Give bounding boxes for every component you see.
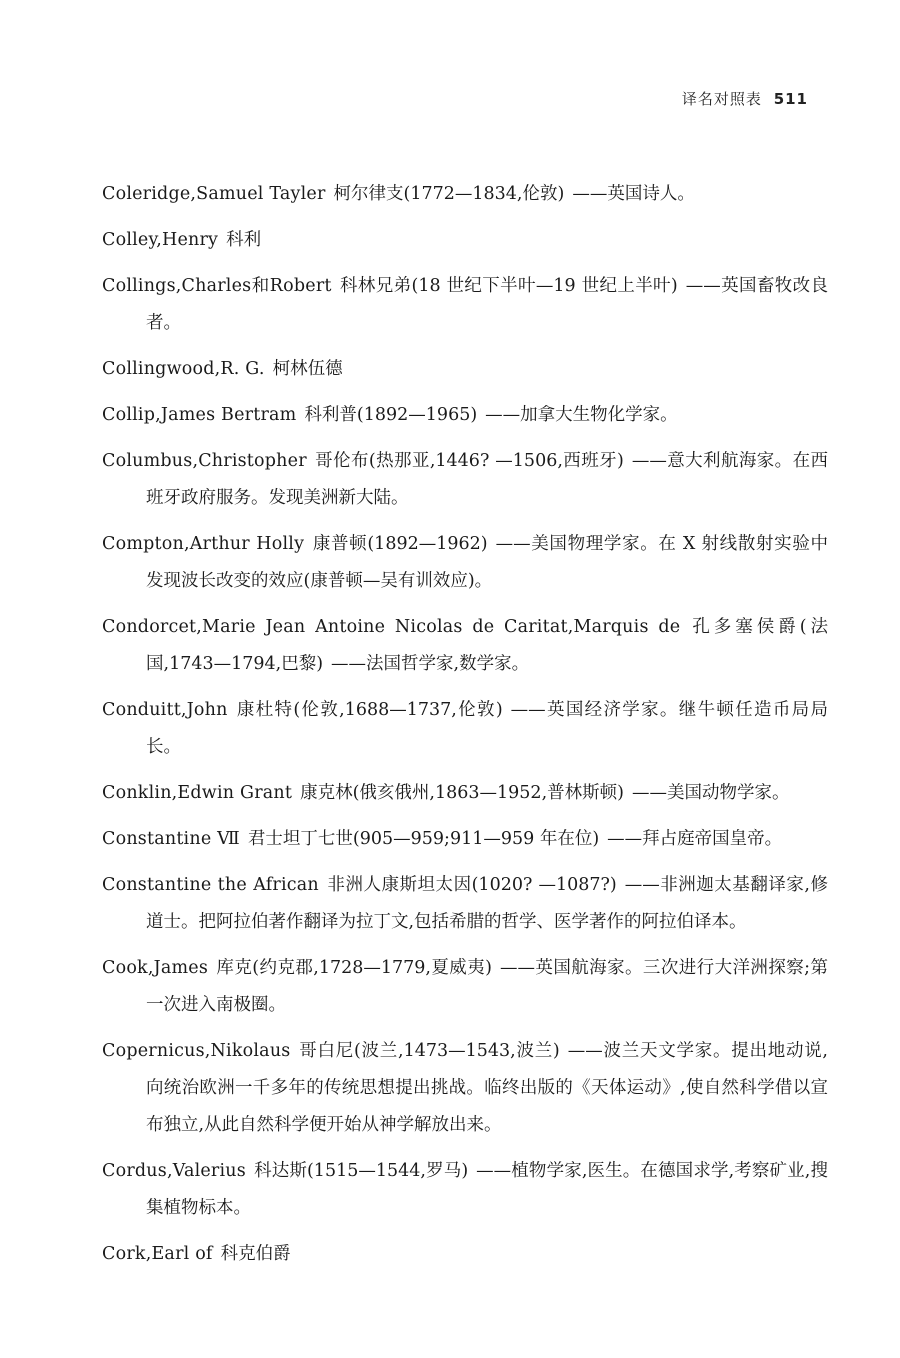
entry-english-name: Copernicus,Nikolaus [102, 1041, 291, 1061]
entry-english-name: Columbus,Christopher [102, 451, 307, 471]
entry-chinese-name: 非洲人康斯坦太因(1020? —1087?) [326, 875, 617, 895]
entry-english-name: Condorcet,Marie Jean Antoine Nicolas de Caritat,Marquis de [102, 617, 681, 637]
entry-chinese-name: 柯林伍德 [272, 359, 343, 379]
glossary-entry-list [102, 176, 828, 1282]
entry-description: ——英国诗人。 [572, 184, 695, 204]
entry-chinese-name: 哥伦布(热那亚,1446? —1506,西班牙) [314, 451, 624, 471]
entry-description: ——英国畜牧改良者。 [146, 276, 828, 333]
glossary-entry [102, 609, 828, 683]
glossary-entry [102, 867, 828, 941]
entry-description: ——法国哲学家,数学家。 [331, 654, 530, 674]
entry-chinese-name: 康普顿(1892—1962) [312, 534, 488, 554]
entry-english-name: Collip,James Bertram [102, 405, 297, 425]
glossary-entry [102, 397, 828, 434]
glossary-entry [102, 1153, 828, 1227]
glossary-entry [102, 222, 828, 259]
glossary-entry [102, 775, 828, 812]
entry-english-name: Compton,Arthur Holly [102, 534, 305, 554]
entry-chinese-name: 库克(约克郡,1728—1779,夏威夷) [216, 958, 492, 978]
entry-description: ——拜占庭帝国皇帝。 [607, 829, 783, 849]
glossary-entry [102, 268, 828, 342]
running-header [682, 88, 808, 109]
entry-english-name: Constantine Ⅶ [102, 829, 240, 849]
entry-english-name: Conduitt,John [102, 700, 228, 720]
entry-description: ——加拿大生物化学家。 [485, 405, 678, 425]
entry-description: ——非洲迦太基翻译家,修道士。把阿拉伯著作翻译为拉丁文,包括希腊的哲学、医学著作的阿拉伯译本。 [146, 875, 828, 932]
entry-description: ——英国经济学家。继牛顿任造币局局长。 [146, 700, 828, 757]
entry-chinese-name: 康杜特(伦敦,1688—1737,伦敦) [235, 700, 503, 720]
glossary-entry [102, 443, 828, 517]
entry-english-name: Collings,Charles和Robert [102, 276, 332, 296]
glossary-entry [102, 351, 828, 388]
entry-english-name: Coleridge,Samuel Tayler [102, 184, 326, 204]
entry-chinese-name: 科利 [226, 230, 262, 250]
entry-chinese-name: 科林兄弟(18 世纪下半叶—19 世纪上半叶) [339, 276, 678, 296]
entry-description: ——英国航海家。三次进行大洋洲探察;第一次进入南极圈。 [146, 958, 828, 1015]
entry-chinese-name: 科克伯爵 [220, 1244, 291, 1264]
glossary-entry [102, 821, 828, 858]
entry-chinese-name: 君士坦丁七世(905—959;911—959 年在位) [247, 829, 600, 849]
entry-description: ——美国物理学家。在 X 射线散射实验中发现波长改变的效应(康普顿—吴有训效应)。 [146, 534, 829, 591]
entry-chinese-name: 柯尔律支(1772—1834,伦敦) [333, 184, 565, 204]
entry-english-name: Colley,Henry [102, 230, 219, 250]
entry-description: ——意大利航海家。在西班牙政府服务。发现美洲新大陆。 [146, 451, 828, 508]
entry-chinese-name: 哥白尼(波兰,1473—1543,波兰) [298, 1041, 560, 1061]
entry-description: ——植物学家,医生。在德国求学,考察矿业,搜集植物标本。 [146, 1161, 828, 1218]
glossary-entry [102, 176, 828, 213]
entry-english-name: Conklin,Edwin Grant [102, 783, 293, 803]
glossary-entry [102, 526, 828, 600]
entry-chinese-name: 孔多塞侯爵(法国,1743—1794,巴黎) [146, 617, 829, 674]
section-title: 译名对照表 [681, 90, 762, 108]
page-number: 511 [773, 90, 808, 108]
entry-chinese-name: 科利普(1892—1965) [304, 405, 478, 425]
entry-english-name: Cordus,Valerius [102, 1161, 246, 1181]
entry-description: ——美国动物学家。 [631, 783, 790, 803]
glossary-entry [102, 1236, 828, 1273]
entry-chinese-name: 康克林(俄亥俄州,1863—1952,普林斯顿) [300, 783, 624, 803]
entry-english-name: Cook,James [102, 958, 209, 978]
entry-english-name: Cork,Earl of [102, 1244, 213, 1264]
glossary-entry [102, 1033, 828, 1144]
glossary-entry [102, 950, 828, 1024]
glossary-entry [102, 692, 828, 766]
entry-english-name: Collingwood,R. G. [102, 359, 265, 379]
entry-english-name: Constantine the African [102, 875, 319, 895]
entry-chinese-name: 科达斯(1515—1544,罗马) [253, 1161, 469, 1181]
entry-description: ——波兰天文学家。提出地动说,向统治欧洲一千多年的传统思想提出挑战。临终出版的《天体运动》,使自然科学借以宣布独立,从此自然科学便开始从神学解放出来。 [146, 1041, 828, 1135]
